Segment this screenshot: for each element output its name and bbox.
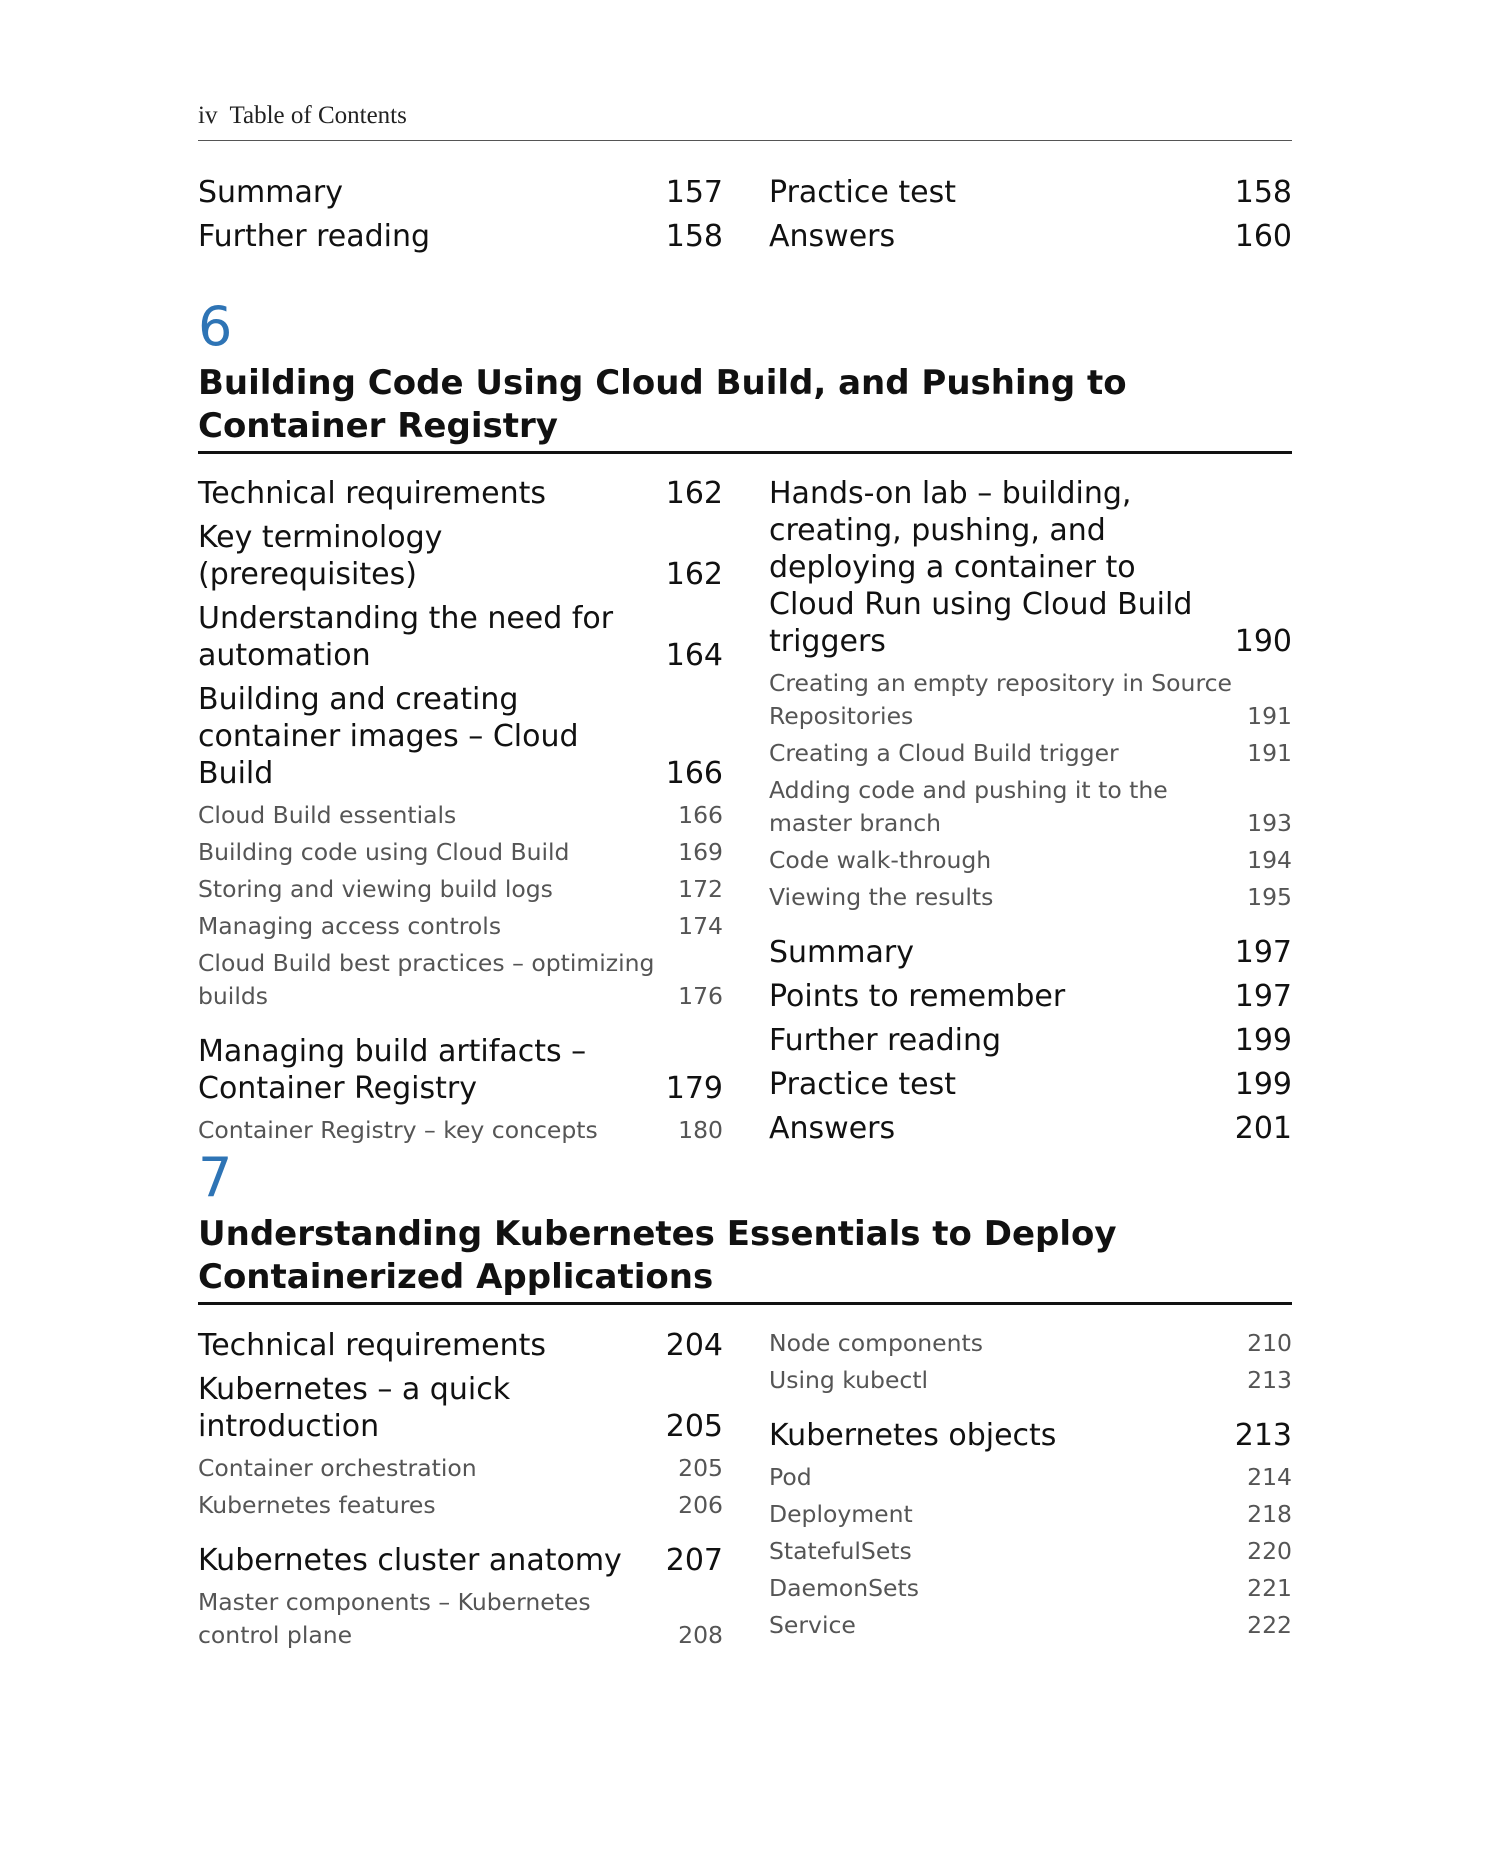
toc-entry[interactable] [769, 1417, 1292, 1454]
toc-entry-page: 207 [665, 1543, 723, 1578]
toc-column-left [198, 475, 723, 1151]
toc-entry-title: Technical requirements [198, 476, 547, 511]
toc-subentry[interactable] [198, 910, 723, 943]
toc-entry-title: Practice test [769, 175, 956, 210]
chapter-number: 7 [198, 1146, 233, 1209]
toc-subentry-page: 206 [678, 1491, 723, 1519]
toc-entry-page: 197 [1234, 935, 1292, 970]
toc-subentry-title: Storing and viewing build logs [198, 875, 553, 903]
toc-subentry[interactable] [769, 1609, 1292, 1642]
toc-subentry-title: Building code using Cloud Build [198, 838, 570, 866]
toc-entry-page: 190 [1234, 624, 1292, 659]
toc-entry-page: 199 [1234, 1023, 1292, 1058]
toc-entry-title: Further reading [198, 219, 431, 254]
toc-subentry-page: 213 [1247, 1366, 1292, 1394]
toc-subentry[interactable] [769, 881, 1292, 914]
toc-subentry-title: Kubernetes features [198, 1491, 436, 1519]
toc-subentry[interactable] [198, 1489, 723, 1522]
chapter-title[interactable]: Building Code Using Cloud Build, and Pushing to Container Registry [198, 362, 1292, 454]
toc-entry-title: Building and creating container images – Cloud Build [198, 682, 579, 791]
toc-subentry-title: Container Registry – key concepts [198, 1116, 598, 1144]
toc-subentry-page: 174 [678, 912, 723, 940]
toc-entry-page: 197 [1234, 979, 1292, 1014]
toc-entry-page: 157 [665, 175, 723, 210]
toc-subentry-page: 194 [1247, 846, 1292, 874]
toc-entry-page: 205 [665, 1409, 723, 1444]
toc-entry-title: Summary [769, 935, 914, 970]
toc-entry[interactable] [769, 978, 1292, 1015]
toc-entry-title: Kubernetes – a quick introduction [198, 1372, 511, 1444]
toc-entry-title: Answers [769, 1111, 896, 1146]
toc-subentry-title: Deployment [769, 1500, 913, 1528]
toc-entry[interactable] [769, 1110, 1292, 1147]
toc-column-right [769, 174, 1292, 262]
toc-entry[interactable] [198, 681, 723, 792]
toc-subentry[interactable] [198, 1586, 723, 1652]
toc-subentry[interactable] [769, 737, 1292, 770]
toc-subentry-page: 191 [1247, 739, 1292, 767]
toc-entry-page: 179 [665, 1071, 723, 1106]
toc-entry[interactable] [198, 218, 723, 255]
toc-entry-page: 160 [1234, 219, 1292, 254]
toc-subentry-title: Managing access controls [198, 912, 502, 940]
toc-entry-title: Points to remember [769, 979, 1066, 1014]
toc-entry-page: 164 [665, 638, 723, 673]
toc-entry-title: Understanding the need for automation [198, 601, 614, 673]
toc-subentry-title: StatefulSets [769, 1537, 912, 1565]
toc-subentry-title: Code walk-through [769, 846, 992, 874]
toc-entry-page: 162 [665, 476, 723, 511]
toc-entry[interactable] [198, 1033, 723, 1107]
chapter-number: 6 [198, 295, 233, 358]
toc-subentry-page: 220 [1247, 1537, 1292, 1565]
toc-column-left [198, 174, 723, 262]
toc-subentry[interactable] [198, 836, 723, 869]
toc-entry[interactable] [769, 174, 1292, 211]
toc-entry[interactable] [769, 934, 1292, 971]
toc-entry-title: Hands-on lab – building, creating, pushing, and deploying a container to Cloud Run using Cloud Build triggers [769, 476, 1193, 659]
toc-entry-title: Kubernetes cluster anatomy [198, 1543, 622, 1578]
toc-subentry-title: Adding code and pushing it to the master branch [769, 776, 1168, 837]
toc-entry-title: Kubernetes objects [769, 1418, 1057, 1453]
toc-entry-title: Practice test [769, 1067, 956, 1102]
toc-subentry-page: 169 [678, 838, 723, 866]
toc-subentry-page: 195 [1247, 883, 1292, 911]
toc-subentry-title: Container orchestration [198, 1454, 477, 1482]
toc-subentry-page: 191 [1247, 702, 1292, 730]
toc-entry[interactable] [769, 1066, 1292, 1103]
toc-subentry-page: 180 [678, 1116, 723, 1144]
toc-entry[interactable] [198, 1542, 723, 1579]
toc-subentry-page: 218 [1247, 1500, 1292, 1528]
toc-subentry[interactable] [769, 1572, 1292, 1605]
toc-entry-page: 162 [665, 557, 723, 592]
toc-subentry[interactable] [769, 1498, 1292, 1531]
toc-subentry[interactable] [769, 1327, 1292, 1360]
toc-subentry[interactable] [769, 667, 1292, 733]
toc-subentry[interactable] [769, 1535, 1292, 1568]
toc-subentry-page: 172 [678, 875, 723, 903]
toc-subentry-page: 221 [1247, 1574, 1292, 1602]
toc-subentry-page: 193 [1247, 809, 1292, 837]
toc-subentry-title: DaemonSets [769, 1574, 919, 1602]
toc-entry-title: Summary [198, 175, 343, 210]
toc-subentry-title: Node components [769, 1329, 983, 1357]
toc-subentry-page: 214 [1247, 1463, 1292, 1491]
toc-subentry-title: Service [769, 1611, 856, 1639]
toc-entry[interactable] [198, 519, 723, 593]
toc-column-right [769, 475, 1292, 1154]
toc-subentry[interactable] [769, 844, 1292, 877]
toc-entry[interactable] [769, 1022, 1292, 1059]
toc-column-right [769, 1327, 1292, 1646]
toc-subentry[interactable] [198, 873, 723, 906]
toc-subentry-title: Pod [769, 1463, 812, 1491]
toc-entry-title: Managing build artifacts – Container Registry [198, 1034, 587, 1106]
toc-subentry[interactable] [769, 1461, 1292, 1494]
toc-subentry[interactable] [769, 774, 1292, 840]
toc-subentry-title: Creating a Cloud Build trigger [769, 739, 1119, 767]
running-head [198, 100, 1292, 141]
toc-entry-title: Answers [769, 219, 896, 254]
toc-entry-title: Key terminology (prerequisites) [198, 520, 443, 592]
toc-subentry-title: Viewing the results [769, 883, 994, 911]
toc-subentry-title: Using kubectl [769, 1366, 929, 1394]
toc-entry-page: 201 [1234, 1111, 1292, 1146]
toc-entry[interactable] [198, 475, 723, 512]
toc-subentry-page: 166 [678, 801, 723, 829]
running-head-title: Table of Contents [229, 102, 407, 129]
toc-entry-page: 204 [665, 1328, 723, 1363]
toc-entry-page: 158 [1234, 175, 1292, 210]
toc-entry[interactable] [198, 174, 723, 211]
toc-subentry-title: Creating an empty repository in Source Repositories [769, 669, 1232, 730]
toc-subentry[interactable] [198, 1114, 723, 1147]
toc-entry-page: 213 [1234, 1418, 1292, 1453]
chapter-title[interactable]: Understanding Kubernetes Essentials to Deploy Containerized Applications [198, 1213, 1292, 1305]
toc-entry-page: 158 [665, 219, 723, 254]
toc-entry[interactable] [198, 1327, 723, 1364]
toc-subentry[interactable] [198, 947, 723, 1013]
toc-subentry-title: Cloud Build best practices – optimizing builds [198, 949, 655, 1010]
toc-entry[interactable] [769, 218, 1292, 255]
toc-subentry-page: 210 [1247, 1329, 1292, 1357]
page-folio: iv [198, 102, 218, 129]
toc-subentry-page: 208 [678, 1621, 723, 1649]
toc-subentry-page: 176 [678, 982, 723, 1010]
toc-subentry-page: 205 [678, 1454, 723, 1482]
toc-entry-title: Further reading [769, 1023, 1002, 1058]
toc-subentry-title: Master components – Kubernetes control plane [198, 1588, 591, 1649]
toc-subentry-title: Cloud Build essentials [198, 801, 457, 829]
toc-entry[interactable] [769, 475, 1292, 660]
toc-subentry[interactable] [198, 799, 723, 832]
toc-entry-page: 166 [665, 756, 723, 791]
toc-entry-title: Technical requirements [198, 1328, 547, 1363]
toc-column-left [198, 1327, 723, 1656]
toc-subentry[interactable] [198, 1452, 723, 1485]
toc-subentry[interactable] [769, 1364, 1292, 1397]
toc-entry-page: 199 [1234, 1067, 1292, 1102]
toc-subentry-page: 222 [1247, 1611, 1292, 1639]
toc-entry[interactable] [198, 1371, 723, 1445]
toc-entry[interactable] [198, 600, 723, 674]
